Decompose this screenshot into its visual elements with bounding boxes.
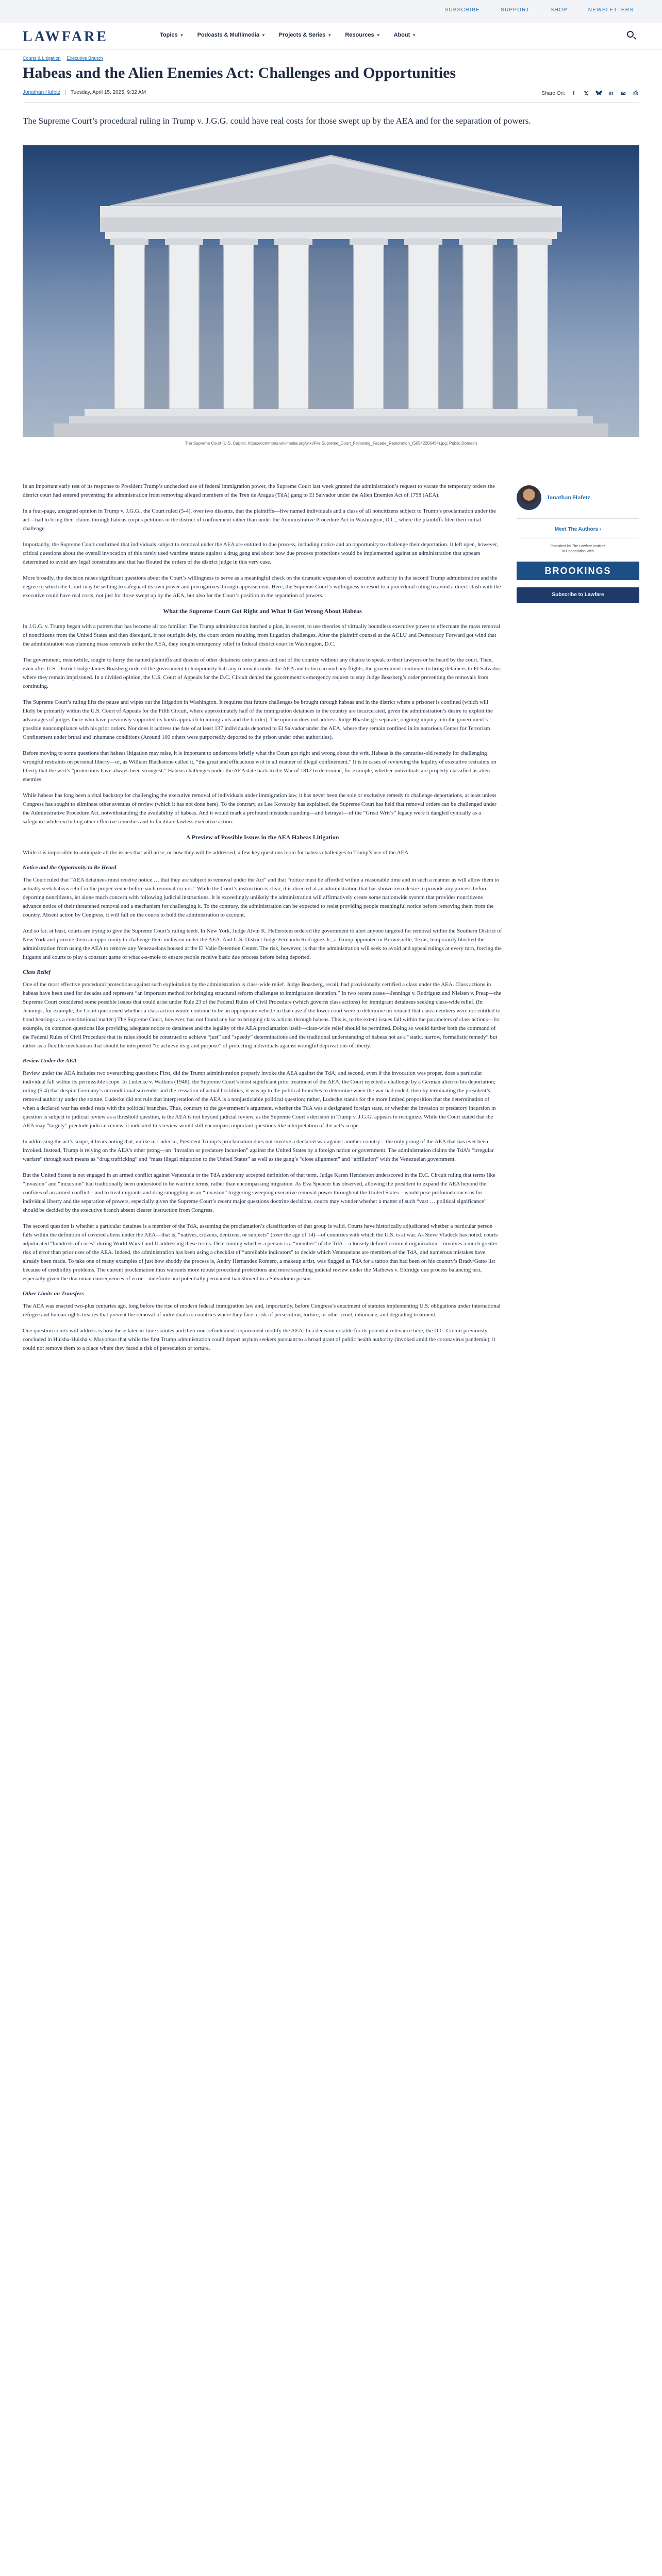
nav-topics[interactable] xyxy=(160,32,184,38)
paragraph: The second question is whether a particular detainee is a member of the TdA, assuming the proclamation’s classification of that group is valid. Courts have historically adjudicated whether a particular person falls within the definition of covered aliens under the AEA—that is, “natives, citizens, denizens, or subjects” (over the age of 14)—of countries with which the U.S. is at war. As Steve Vladeck has noted, courts adjudicated “hundreds of cases” during World Wars I and II addressing these terms. Determining whether a person is a “member” of the TdA—a loosely defined criminal organization—involves a much greater risk of error than prior uses of the AEA. Indeed, the administration has been using a checklist of “unreliable indicators” to decide which Venezuelans are members of the TdA, and numerous mistakes have already been made. To take one of many examples of just how shoddy the process is, Andry Hernandez Romero, a makeup artist, was flagged as TdA for a tattoo that had been on his country’s Brady/Gatto list because of credibility problems. The current proclamation thus warrants more robust procedural protections and more searching judicial review under the Mathews v. Eldridge due process balancing test, especially given the draconian consequences of error—indefinite and potentially permanent banishment in a Salvadoran prison. xyxy=(23,1223,498,1282)
main-nav xyxy=(0,23,662,49)
subsection-heading: Review Under the AEA xyxy=(23,1058,77,1064)
nav-resources[interactable] xyxy=(345,32,380,38)
paragraph: While it is impossible to anticipate all the issues that will arise, or how they will be addressed, a few key questions loom for habeas challenges to Trump’s use of the AEA. xyxy=(23,850,410,856)
nav-podcasts[interactable] xyxy=(197,32,266,38)
nav-projects-label: Projects & Series xyxy=(278,32,326,38)
section-heading: A Preview of Possible Issues in the AEA Habeas Litigation xyxy=(186,834,339,841)
paragraph: The Court ruled that “AEA detainees must receive notice … that they are subject to removal under the Act” and that “notice must be afforded within a reasonable time and in such a manner as will allow them to actually seek habeas relief in the proper venue before such removal occurs.” While the Court’s instruction is clear, it is directed at an administration that has shown zero desire to provide any process before deporting noncitizens, let alone much concern with following judicial instructions. It is exceedingly unlikely the administration will affirmatively create some nationwide system that provides noncitizens advance notice of their threatened removal and a mechanism for challenging it. To the contrary, the administration can be expected to resist providing people meaningful notice before removing them from the country. Absent action by Congress, it will fall on the courts to hold the administration to account. xyxy=(23,877,500,918)
sidebar-author-name[interactable]: Jonathan Hafetz xyxy=(547,494,590,501)
institution-line-2: in Cooperation With xyxy=(562,550,594,553)
bluesky-icon[interactable] xyxy=(595,90,602,97)
paragraph: While habeas has long been a vital backstop for challenging the executive removal of individuals under immigration law, it has never been the sole or exclusive remedy to challenge deportations, at least unless Congress has sought to eliminate other avenues of review (which it has not done here). To the contrary, as Lee Kovarsky has explained, the Supreme Court has held that removal orders can be challenged under the Administrative Procedure Act, notwithstanding the availability of habeas. And it would mark a profound misunderstanding—and betrayal—of the “Great Writ’s” legacy were it dangled cynically as a safeguard while excluding other effective remedies and to facilitate lawless executive action. xyxy=(23,792,496,825)
search-icon[interactable] xyxy=(626,30,637,41)
brookings-logo[interactable]: BROOKINGS xyxy=(517,562,639,580)
meet-the-authors-link[interactable] xyxy=(517,527,639,532)
facebook-icon[interactable]: f xyxy=(573,90,575,96)
paragraph: In J.G.G. v. Trump began with a pattern that has become all too familiar: The Trump administration hatched a plan, in secret, to use theories of virtually boundless executive power to effectuate the mass removal of noncitizens from the United States and then disregard, if not outright defy, the court orders resulting from litigation challenges. After the plaintiff counsel at the ACLU and Democracy Forward got wind that the administration was planning mass removals under the AEA, they sought emergency relief in federal district court in Washington, D.C. xyxy=(23,623,501,647)
paragraph: In addressing the act’s scope, it bears noting that, unlike in Ludecke, President Trump’s proclamation does not involve a declared war against another country—the only prong of the AEA that has ever been invoked. Instead, Trump is relying on the AEA’s other prong—an “invasion or predatory incursion” against the United States by a foreign nation or government. The administration claims the TdA’s “irregular warfare” through such means as “drug trafficking” and “mass illegal migration to the United States” as well as the gang’s “close alignment” and “affiliation” with the Venezuelan government. xyxy=(23,1139,494,1162)
tag-courts-litigation[interactable]: Courts & Litigation xyxy=(23,56,61,61)
nav-menu xyxy=(160,32,416,38)
nav-topics-label: Topics xyxy=(160,32,178,38)
avatar[interactable] xyxy=(517,485,541,510)
paragraph: The Supreme Court’s ruling lifts the pause and wipes out the litigation in Washington. It requires that future challenges be brought through habeas and in the district where a prisoner is confined (which will likely be primarily within the U.S. Court of Appeals for the Fifth Circuit, where approximately half of the immigration detainees in the country are incarcerated, given the administration’s desire to exploit the advantages of judges there who have previously supported its harsh approach to immigrants and the border). The opinion does not address Judge Boasberg’s separate, ongoing inquiry into the government’s possible noncompliance with his prior orders. Nor does it address the fate of at least 137 individuals deported to El Salvador under the AEA, where they remain confined in its notorious Center for Terrorism Confinement under brutal and inhumane conditions (Around 100 others were purportedly deported to the prison under other authorities). xyxy=(23,699,493,740)
paragraph: More broadly, the decision raises significant questions about the Court’s willingness to serve as a meaningful check on the dramatic expansion of executive authority in the second Trump administration and the degree to which the Court may be willing to safeguard its own power and prerogatives through appeasement. Here, the Supreme Court’s willingness to resort to a procedural ruling to avoid a direct clash with the executive could have real costs, not just for those swept up by the AEA, but also for the Court’s position in the separation of powers. xyxy=(23,575,501,599)
section-heading: What the Supreme Court Got Right and What It Got Wrong About Habeas xyxy=(163,607,362,615)
paragraph: One of the most effective procedural protections against such exploitation by the administration is class-wide relief. Judge Boasberg, recall, had provisionally certified a class under the AEA. Class actions in habeas have been used for decades and represent “an important method for bringing structural reform challenges to immigration detention.” In two recent cases—Jennings v. Rodriguez and Nielsen v. Preap—the Supreme Court considered some possible issues that could arise under Rule 23 of the Federal Rules of Civil Procedure (which governs class actions) for immigrant detainees seeking class-wide relief. (In Jennings, for example, the Court questioned whether a class action would continue to be an appropriate vehicle in that case if the lower court were to determine on remand that class members were not entitled to bond hearings as a constitutional matter.) The Supreme Court, however, has not found any bar to bringing class actions through habeas. This is, to the extent issues fall within the parameters of class actions—for example, on common questions like providing adequate notice to detainees and the legality of the AEA proclamation itself—class-wide relief should be permitted. Doing so would further both the command of the Federal Rules of Civil Procedure that its rules should be construed to achieve “just” and “speedy” determinations and the traditional understanding of habeas not as a “static, narrow, formalistic remedy” but rather as a flexible mechanism that should be interpreted “to achieve its grand purpose” of protecting individuals against wrongful deprivations of liberty. xyxy=(23,981,502,1049)
nav-about[interactable] xyxy=(394,32,417,38)
meet-the-authors-label: Meet The Authors xyxy=(554,527,598,532)
utility-bar xyxy=(0,0,662,23)
paragraph: Before moving to some questions that habeas litigation may raise, it is important to underscore briefly what the Court got right and wrong about the writ. Habeas is the centuries-old remedy for challenging wrongful restraints on personal liberty—or, as William Blackstone called it, “the great and efficacious writ in all manner of illegal confinement.” It is in cases of reviewing the legality of executive restraints on liberty that the writ’s “protections have always been strongest.” Habeas challenges under the AEA date back to the War of 1812 to determine, for example, whether individuals are properly classified as alien enemies. xyxy=(23,750,496,783)
article-title: Habeas and the Alien Enemies Act: Challenges and Opportunities xyxy=(23,64,456,81)
subscribe-link[interactable]: SUBSCRIBE xyxy=(444,7,481,13)
byline-author-link[interactable]: Jonathan Hafetz xyxy=(23,90,60,95)
article-dek: The Supreme Court’s procedural ruling in Trump v. J.G.G. could have real costs for those swept up by the AEA and for the separation of powers. xyxy=(23,116,531,126)
paragraph: The government, meanwhile, sought to hurry the named plaintiffs and dozens of other detainees onto planes and out of the country without any chance to speak to their lawyers or be heard by the court. Then, even after U.S. District Judge James Boasberg ordered the government to temporarily halt any removals under the AEA and to turn around any flights, the government continued to bring detainees to El Salvador, where they remain imprisoned. In a divided opinion, the U.S. Court of Appeals for the D.C. Circuit denied the government’s emergency request to stay Judge Boasberg’s order preventing the removals from continuing. xyxy=(23,657,502,689)
email-icon[interactable]: ✉ xyxy=(621,90,626,97)
x-twitter-icon[interactable]: 𝕏 xyxy=(584,90,589,97)
chevron-down-icon: ▼ xyxy=(179,33,184,38)
nav-projects[interactable] xyxy=(279,32,332,38)
print-icon[interactable]: ⎙ xyxy=(633,90,638,96)
chevron-down-icon: ▼ xyxy=(261,33,266,38)
share-bar xyxy=(541,90,639,97)
site-logo[interactable]: LAWFARE xyxy=(23,29,108,45)
paragraph: One question courts will address is how these later-in-time statutes and their non-refoulement requirement modify the AEA. In a decision notable for its potential relevance here, the D.C. Circuit previously concluded in Huisha-Huisha v. Mayorkas that while the first Trump administration could deport asylum seekers pursuant to a broad grant of public health authority (invoked amid the coronavirus pandemic), it could not remove them to a place where they faced a risk of persecution or torture. xyxy=(23,1328,495,1351)
paragraph: Importantly, the Supreme Court confirmed that individuals subject to removal under the AEA are entitled to due process, including notice and an opportunity to challenge their deportation. It left open, however, critical questions about the overall invocation of this rarely used wartime statute against a drug gang and about how due process protections would be implemented against an administration that appears determined to avoid any legal constraints and that has flouted the orders of the district judge in this very case. xyxy=(23,541,499,565)
institution-line-1: Published by The Lawfare Institute xyxy=(550,545,606,548)
sidebar-author-card xyxy=(517,485,639,511)
paragraph: Review under the AEA includes two overarching questions: First, did the Trump administration properly invoke the AEA against the TdA; and second, even if the invocation was proper, does a particular individual fall within its permissible scope. In Ludecke v. Watkins (1948), the Supreme Court’s most significant prior treatment of the AEA, the Court rejected a challenge by a German alien to his deportation; ruling (5-4) that despite Germany’s unconditional surrender and the cessation of actual hostilities, it was up to the political branches to determine when the war had ended, thereby terminating the president’s removal authority under the statute. Ludecke did not rule that interpretation of the AEA is a nonjusticiable political question; rather, Ludecke stands for the more limited proposition that the determination of when a declared war has ended rests with the political branches. Thus, contrary to the government’s argument, whether the TdA was a designated foreign state, or whether the invasion or predatory incursion in question is subject to judicial review as a threshold question, is the AEA is not beyond judicial review, as the Supreme Court’s decision in Trump v. J.G.G. appears to recognize. While the Court stated that the AEA may “largely” preclude judicial review, it indicated this review would still encompass important questions like interpretation of the act’s scope. xyxy=(23,1070,496,1129)
nav-resources-label: Resources xyxy=(345,32,374,38)
paragraph: And so far, at least, courts are trying to give the Supreme Court’s ruling teeth. In New York, Judge Alvin K. Hellerstein ordered the government to alert anyone targeted for removal within the Southern District of New York and provide them an opportunity to challenge their inclusion under the AEA. And U.S. District Judge Fernando Rodriguez Jr., a Trump appointee in Brownsville, Texas, temporarily blocked the administration from using the AEA to remove any Venezuelans housed at the El Valle Detention Center. The risk, however, is that the administration will seek to avoid and appeal rulings at every turn, forcing the litigants and courts to play a constant game of whack-a-mole to ensure people receive basic due process before being deported. xyxy=(23,928,502,960)
paragraph: But the United States is not engaged in an armed conflict against Venezuela or the TdA under any accepted definition of that term. Judge Karen Henderson underscored in the D.C. Circuit ruling that terms like “invasion” and “incursion” had traditionally been understood to be wartime terms, rather than encompassing migration. As Eva Spencer has observed, allowing the president to expand the AEA beyond the confines of an armed conflict—and to treat migrants and drug smuggling as an “invasion” triggering sweeping executive removal power throughout the United States—would pose profound concerns for individual liberty and the separation of powers, especially given the Supreme Court’s recent major questions doctrine decisions, courts may wonder whether a matter of such “vast … political significance” should be decided by the executive branch absent clearer instruction from Congress. xyxy=(23,1172,495,1213)
image-caption: The Supreme Court (U.S. Capitol, https://commons.wikimedia.org/wiki/File:Supreme_Court_Following_Facade_Restoration_(50542206454).jpg; Public Domain) xyxy=(185,441,477,446)
support-link[interactable]: SUPPORT xyxy=(501,7,530,13)
institution-text xyxy=(517,544,639,554)
byline xyxy=(23,90,639,99)
chevron-down-icon: ▼ xyxy=(376,33,380,38)
subsection-heading: Class Relief xyxy=(23,969,51,975)
hero-image xyxy=(23,145,639,437)
utility-nav xyxy=(444,7,634,13)
tag-executive-branch[interactable]: Executive Branch xyxy=(67,56,103,61)
subsection-heading: Notice and the Opportunity to Be Heard xyxy=(23,865,117,871)
sidebar-divider xyxy=(517,518,639,519)
publish-date: Tuesday, April 15, 2025, 9:32 AM xyxy=(70,90,146,95)
article-tags xyxy=(23,56,103,61)
subsection-heading: Other Limits on Transfers xyxy=(23,1291,84,1297)
nav-podcasts-label: Podcasts & Multimedia xyxy=(197,32,259,38)
paragraph: The AEA was enacted two-plus centuries ago, long before the rise of modern federal immigration law and, importantly, before Congress’s enactment of statutes implementing U.S. obligations under international refugee and human rights treaties that prevent the removal of individuals to countries where they face a risk of persecution, torture, or other cruel, inhumane, and degrading treatment. xyxy=(23,1303,501,1318)
chevron-down-icon: ▼ xyxy=(412,33,417,38)
arrow-right-icon: › xyxy=(599,527,602,532)
nav-about-label: About xyxy=(393,32,410,38)
paragraph: In a four-page, unsigned opinion in Trump v. J.G.G., the Court ruled (5-4), over two dissents, that the plaintiffs—five named individuals and a class of all noncitizens subject to Trump’s proclamation under the act—had to bring their claims through habeas corpus petitions in the district of confinement rather than under the Administrative Procedure Act in Washington, D.C., where the plaintiffs filed their initial challenge. xyxy=(23,508,496,532)
paragraph: In an important early test of its response to President Trump’s unchecked use of federal immigration power, the Supreme Court last week granted the administration’s request to vacate the temporary orders the district court had entered preventing the administration from removing alleged members of the Tren de Aragua (TdA) gang to El Salvador under the Alien Enemies Act of 1798 (AEA). xyxy=(23,483,495,498)
subscribe-button[interactable]: Subscribe to Lawfare xyxy=(517,587,639,603)
header-divider xyxy=(23,102,639,103)
share-label: Share On: xyxy=(541,90,565,96)
byline-separator: | xyxy=(64,90,67,95)
shop-link[interactable]: SHOP xyxy=(550,7,568,13)
newsletters-link[interactable]: NEWSLETTERS xyxy=(588,7,634,13)
chevron-down-icon: ▼ xyxy=(327,33,332,38)
linkedin-icon[interactable]: in xyxy=(608,90,614,96)
article-body xyxy=(23,482,502,1360)
supreme-court-illustration xyxy=(23,145,639,437)
